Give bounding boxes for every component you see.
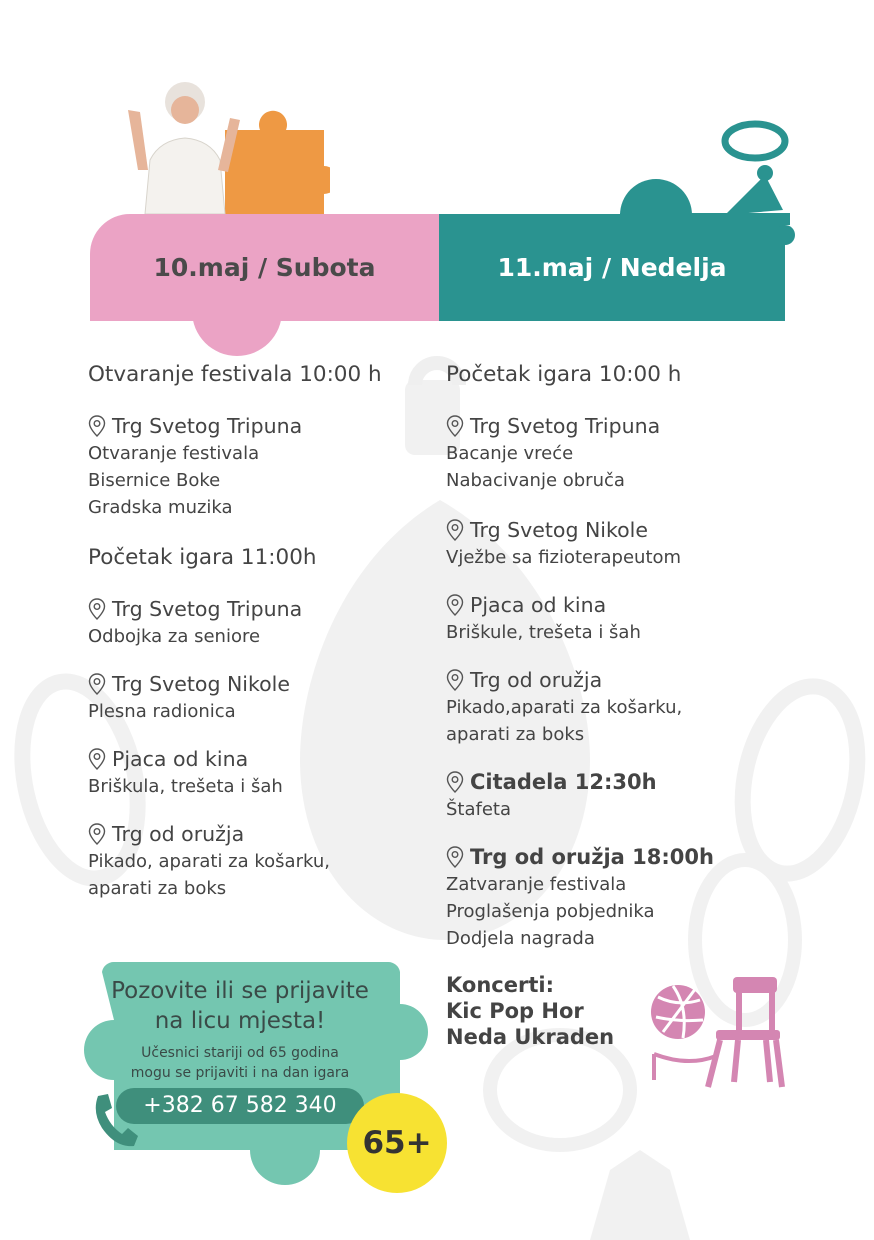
list-item: Proglašenja pobjednika xyxy=(446,901,655,922)
list-item: Plesna radionica xyxy=(88,701,236,722)
registration-subtitle xyxy=(90,1043,390,1083)
sunday-schedule xyxy=(446,360,776,1050)
map-pin-icon xyxy=(446,669,464,691)
map-pin-icon xyxy=(446,519,464,541)
saturday-opening-location xyxy=(88,412,418,440)
sunday-venue-location xyxy=(446,591,776,619)
header-illustration-left xyxy=(90,80,330,220)
location-label: Trg Svetog Tripuna xyxy=(112,414,303,438)
list-item: Gradska muzika xyxy=(88,497,233,518)
senior-woman-illustration xyxy=(120,82,240,214)
volleyball-icon xyxy=(651,985,705,1039)
ring-icon xyxy=(725,124,785,158)
sunday-venue-location xyxy=(446,516,776,544)
concert-item: Kic Pop Hor xyxy=(446,999,584,1023)
list-item: Bisernice Boke xyxy=(88,470,221,491)
list-item: aparati za boks xyxy=(446,724,585,745)
location-label: Trg od oružja xyxy=(112,822,245,846)
sunday-venue-location xyxy=(446,412,776,440)
map-pin-icon xyxy=(446,846,464,868)
location-label: Trg Svetog Tripuna xyxy=(470,414,661,438)
location-label: Trg od oružja xyxy=(470,668,603,692)
sunday-tab-knob xyxy=(775,225,795,245)
list-item: Vježbe sa fizioterapeutom xyxy=(446,547,682,568)
sunday-header-label: 11.maj / Nedelja xyxy=(497,253,727,282)
age-badge-label: 65+ xyxy=(362,1125,432,1161)
list-item: Odbojka za seniore xyxy=(88,626,261,647)
sunday-games-title: Početak igara 10:00 h xyxy=(446,362,682,387)
sunday-venue-location xyxy=(446,768,776,796)
map-pin-icon xyxy=(446,771,464,793)
list-item: Briškule, trešeta i šah xyxy=(446,622,641,643)
map-pin-icon xyxy=(88,415,106,437)
header-illustration-right xyxy=(615,115,795,225)
sunday-venue-location xyxy=(446,666,776,694)
location-label: Pjaca od kina xyxy=(470,593,607,617)
list-item: Štafeta xyxy=(446,799,512,820)
list-item: Nabacivanje obruča xyxy=(446,470,625,491)
map-pin-icon xyxy=(88,823,106,845)
registration-subtitle-line: Učesnici stariji od 65 godina xyxy=(141,1045,339,1061)
registration-title-line: Pozovite ili se prijavite xyxy=(111,978,369,1004)
saturday-venue-location xyxy=(88,595,418,623)
list-item: Bacanje vreće xyxy=(446,443,574,464)
registration-title xyxy=(90,976,390,1036)
concerts-label: Koncerti: xyxy=(446,973,554,997)
saturday-opening-title: Otvaranje festivala 10:00 h xyxy=(88,362,382,387)
list-item: Briškula, trešeta i šah xyxy=(88,776,283,797)
age-badge xyxy=(347,1093,447,1193)
registration-subtitle-line: mogu se prijaviti i na dan igara xyxy=(130,1065,350,1081)
saturday-schedule xyxy=(88,360,418,902)
map-pin-icon xyxy=(88,673,106,695)
saturday-header-label: 10.maj / Subota xyxy=(153,253,376,282)
map-pin-icon xyxy=(88,598,106,620)
list-item: Dodjela nagrada xyxy=(446,928,595,949)
puzzle-icon xyxy=(225,111,330,218)
saturday-venue-location xyxy=(88,745,418,773)
location-label: Citadela 12:30h xyxy=(470,770,657,794)
chair-icon xyxy=(708,977,782,1087)
saturday-games-title: Početak igara 11:00h xyxy=(88,545,317,570)
map-pin-icon xyxy=(446,594,464,616)
location-label: Trg od oružja 18:00h xyxy=(470,845,714,869)
location-label: Pjaca od kina xyxy=(112,747,249,771)
registration-title-line: na licu mjesta! xyxy=(154,1008,326,1034)
list-item: Pikado, aparati za košarku, xyxy=(88,851,330,872)
concert-item: Neda Ukraden xyxy=(446,1025,615,1049)
location-label: Trg Svetog Nikole xyxy=(112,672,290,696)
saturday-venue-location xyxy=(88,670,418,698)
games-illustration xyxy=(648,972,788,1092)
sunday-venue-location xyxy=(446,843,776,871)
list-item: Zatvaranje festivala xyxy=(446,874,627,895)
location-label: Trg Svetog Tripuna xyxy=(112,597,303,621)
list-item: Otvaranje festivala xyxy=(88,443,260,464)
map-pin-icon xyxy=(88,748,106,770)
saturday-venue-location xyxy=(88,820,418,848)
list-item: aparati za boks xyxy=(88,878,227,899)
list-item: Pikado,aparati za košarku, xyxy=(446,697,683,718)
phone-number-link[interactable]: +382 67 582 340 xyxy=(116,1088,364,1124)
sunday-header xyxy=(439,214,785,321)
location-label: Trg Svetog Nikole xyxy=(470,518,648,542)
map-pin-icon xyxy=(446,415,464,437)
